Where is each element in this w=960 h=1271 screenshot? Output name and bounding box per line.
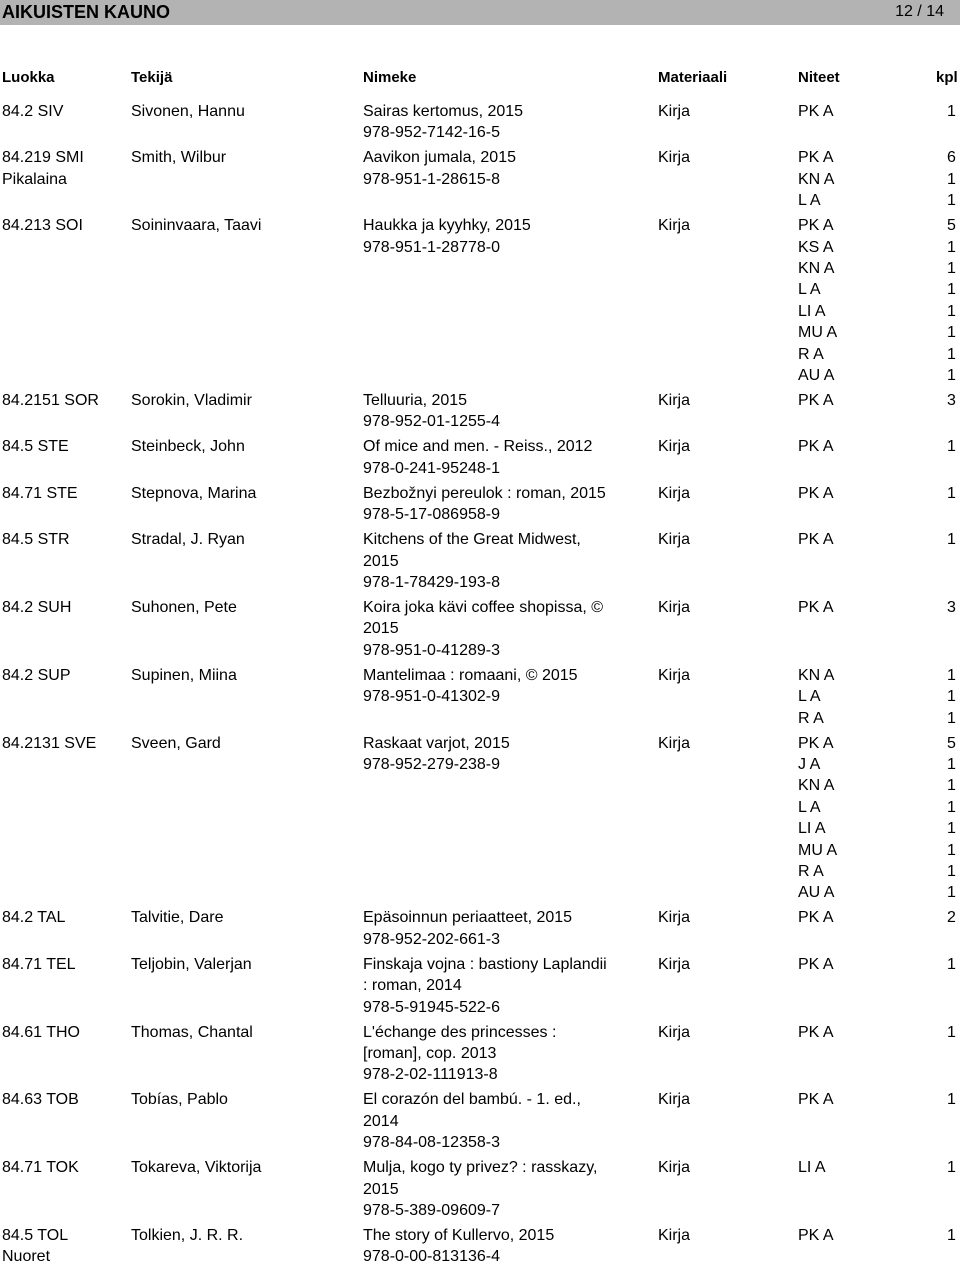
record-locations <box>798 390 834 411</box>
material-line: Kirja <box>658 484 691 502</box>
material-line: Kirja <box>658 1023 691 1041</box>
record-locations <box>798 215 837 386</box>
record-title <box>363 101 638 144</box>
record-row <box>0 147 960 215</box>
copies-line: 6 <box>947 149 956 167</box>
record-row <box>0 733 960 908</box>
record-author <box>131 954 252 975</box>
record-title <box>363 147 638 190</box>
column-header-class: Luokka <box>2 69 55 86</box>
title-line: El corazón del bambú. - 1. ed., <box>363 1091 581 1109</box>
class-line: 84.2131 SVE <box>2 734 97 752</box>
location-line: PK A <box>798 1091 834 1109</box>
record-material <box>658 733 690 754</box>
class-line: 84.2 SUH <box>2 598 72 616</box>
title-line: Mantelimaa : romaani, © 2015 <box>363 666 578 684</box>
class-line: 84.2 TAL <box>2 909 66 927</box>
record-material <box>658 1022 690 1043</box>
location-line: L A <box>798 192 821 210</box>
author-line: Supinen, Miina <box>131 666 237 684</box>
copies-line: 5 <box>947 217 956 235</box>
record-title <box>363 390 638 433</box>
class-line: Nuoret <box>2 1248 51 1266</box>
record-author <box>131 436 245 457</box>
title-line: 978-5-17-086958-9 <box>363 506 500 524</box>
record-copies <box>947 597 956 618</box>
author-line: Tobías, Pablo <box>131 1091 228 1109</box>
class-line: 84.2 SUP <box>2 666 71 684</box>
title-line: 978-84-08-12358-3 <box>363 1134 500 1152</box>
record-class <box>2 665 70 686</box>
record-title <box>363 436 638 479</box>
author-line: Suhonen, Pete <box>131 598 237 616</box>
author-line: Stepnova, Marina <box>131 484 257 502</box>
record-class <box>2 215 83 236</box>
location-line: PK A <box>798 734 834 752</box>
record-locations <box>798 665 834 729</box>
record-material <box>658 954 690 975</box>
class-line: 84.5 STE <box>2 438 69 456</box>
record-copies <box>947 907 956 928</box>
record-author <box>131 1157 261 1178</box>
copies-line: 1 <box>947 798 956 816</box>
copies-line: 1 <box>947 367 956 385</box>
record-author <box>131 101 245 122</box>
record-title <box>363 733 638 776</box>
title-line: Kitchens of the Great Midwest, <box>363 531 581 549</box>
copies-line: 1 <box>947 820 956 838</box>
record-class <box>2 954 76 975</box>
location-line: PK A <box>798 955 834 973</box>
record-author <box>131 1225 243 1246</box>
record-copies <box>947 483 956 504</box>
copies-line: 3 <box>947 598 956 616</box>
location-line: R A <box>798 709 824 727</box>
record-class <box>2 436 69 457</box>
record-copies <box>947 733 956 904</box>
title-line: 978-952-279-238-9 <box>363 755 500 773</box>
material-line: Kirja <box>658 1226 691 1244</box>
column-header-title: Nimeke <box>363 69 417 86</box>
record-copies <box>947 147 956 211</box>
record-class <box>2 1022 80 1043</box>
record-row <box>0 665 960 733</box>
record-class <box>2 483 78 504</box>
class-line: 84.63 TOB <box>2 1091 79 1109</box>
author-line: Stradal, J. Ryan <box>131 531 245 549</box>
copies-line: 1 <box>947 709 956 727</box>
copies-line: 1 <box>947 170 956 188</box>
column-header-locations: Niteet <box>798 69 840 86</box>
copies-line: 1 <box>947 324 956 342</box>
location-line: L A <box>798 798 821 816</box>
title-line: 978-951-0-41302-9 <box>363 688 500 706</box>
copies-line: 1 <box>947 302 956 320</box>
record-class <box>2 147 84 190</box>
class-line: 84.5 TOL <box>2 1226 69 1244</box>
class-line: 84.71 TOK <box>2 1159 79 1177</box>
location-line: PK A <box>798 391 834 409</box>
title-line: 2015 <box>363 552 399 570</box>
record-copies <box>947 101 956 122</box>
title-line: 978-1-78429-193-8 <box>363 573 500 591</box>
record-row <box>0 436 960 482</box>
record-copies <box>947 1157 956 1178</box>
title-line: Mulja, kogo ty privez? : rasskazy, <box>363 1159 598 1177</box>
record-material <box>658 147 690 168</box>
author-line: Steinbeck, John <box>131 438 245 456</box>
record-material <box>658 907 690 928</box>
page-number: 12 / 14 <box>895 3 944 20</box>
copies-line: 1 <box>947 1023 956 1041</box>
location-line: LI A <box>798 302 826 320</box>
title-line: Telluuria, 2015 <box>363 391 468 409</box>
author-line: Teljobin, Valerjan <box>131 955 252 973</box>
copies-line: 1 <box>947 103 956 120</box>
class-line: Pikalaina <box>2 170 67 188</box>
title-line: 2015 <box>363 620 399 638</box>
record-locations <box>798 1225 834 1246</box>
material-line: Kirja <box>658 103 691 120</box>
record-copies <box>947 954 956 975</box>
title-line: : roman, 2014 <box>363 977 462 995</box>
record-material <box>658 483 690 504</box>
location-line: PK A <box>798 438 834 456</box>
record-class <box>2 1225 68 1268</box>
location-line: R A <box>798 345 824 363</box>
material-line: Kirja <box>658 1091 691 1109</box>
location-line: PK A <box>798 103 834 120</box>
class-line: 84.2 SIV <box>2 103 64 120</box>
record-row <box>0 529 960 597</box>
class-line: 84.71 STE <box>2 484 78 502</box>
title-line: 978-0-00-813136-4 <box>363 1248 500 1266</box>
copies-line: 1 <box>947 1159 956 1177</box>
material-line: Kirja <box>658 734 691 752</box>
record-copies <box>947 1225 956 1246</box>
location-line: PK A <box>798 1226 834 1244</box>
record-copies <box>947 1022 956 1043</box>
record-locations <box>798 483 834 504</box>
record-class <box>2 529 70 550</box>
copies-line: 1 <box>947 192 956 210</box>
title-line: Koira joka kävi coffee shopissa, © <box>363 598 604 616</box>
class-line: 84.61 THO <box>2 1023 80 1041</box>
record-copies <box>947 529 956 550</box>
location-line: PK A <box>798 909 834 927</box>
copies-line: 1 <box>947 666 956 684</box>
record-locations <box>798 907 834 928</box>
author-line: Sivonen, Hannu <box>131 103 245 120</box>
author-line: Talvitie, Dare <box>131 909 224 927</box>
record-material <box>658 1225 690 1246</box>
title-line: 978-951-1-28615-8 <box>363 170 500 188</box>
copies-line: 1 <box>947 884 956 902</box>
location-line: PK A <box>798 217 834 235</box>
author-line: Tokareva, Viktorija <box>131 1159 262 1177</box>
record-locations <box>798 147 834 211</box>
class-line: 84.2151 SOR <box>2 391 99 409</box>
record-row <box>0 1089 960 1157</box>
record-material <box>658 665 690 686</box>
record-locations <box>798 101 834 122</box>
copies-line: 2 <box>947 909 956 927</box>
record-author <box>131 529 245 550</box>
title-line: 978-5-389-09609-7 <box>363 1201 500 1219</box>
location-line: MU A <box>798 841 838 859</box>
copies-line: 1 <box>947 755 956 773</box>
location-line: MU A <box>798 324 838 342</box>
material-line: Kirja <box>658 531 691 549</box>
record-title <box>363 954 638 1018</box>
title-line: 2015 <box>363 1180 399 1198</box>
record-author <box>131 215 261 236</box>
location-line: PK A <box>798 1023 834 1041</box>
location-line: J A <box>798 755 821 773</box>
title-line: Bezbožnyi pereulok : roman, 2015 <box>363 484 606 502</box>
title-line: Epäsoinnun periaatteet, 2015 <box>363 909 573 927</box>
record-copies <box>947 1089 956 1110</box>
copies-line: 1 <box>947 777 956 795</box>
record-material <box>658 101 690 122</box>
location-line: PK A <box>798 484 834 502</box>
title-line: Sairas kertomus, 2015 <box>363 103 524 120</box>
copies-line: 1 <box>947 862 956 880</box>
title-line: [roman], cop. 2013 <box>363 1044 497 1062</box>
record-locations <box>798 1089 834 1110</box>
class-line: 84.5 STR <box>2 531 70 549</box>
location-line: AU A <box>798 367 835 385</box>
title-line: L'échange des princesses : <box>363 1023 557 1041</box>
author-line: Smith, Wilbur <box>131 149 227 167</box>
title-line: 2014 <box>363 1112 399 1130</box>
document-title: AIKUISTEN KAUNO <box>2 2 171 22</box>
record-title <box>363 597 638 661</box>
record-material <box>658 1157 690 1178</box>
copies-line: 1 <box>947 345 956 363</box>
record-row <box>0 483 960 529</box>
location-line: L A <box>798 688 821 706</box>
title-line: 978-951-0-41289-3 <box>363 641 500 659</box>
location-line: KN A <box>798 170 835 188</box>
title-line: 978-952-202-661-3 <box>363 930 500 948</box>
record-locations <box>798 1022 834 1043</box>
author-line: Sveen, Gard <box>131 734 221 752</box>
material-line: Kirja <box>658 217 691 235</box>
copies-line: 1 <box>947 841 956 859</box>
copies-line: 1 <box>947 438 956 456</box>
record-locations <box>798 1157 826 1178</box>
record-copies <box>947 390 956 411</box>
record-locations <box>798 733 837 904</box>
author-line: Tolkien, J. R. R. <box>131 1226 244 1244</box>
record-row <box>0 1225 960 1271</box>
location-line: KN A <box>798 777 835 795</box>
author-line: Thomas, Chantal <box>131 1023 253 1041</box>
header-bar <box>0 0 960 25</box>
author-line: Sorokin, Vladimir <box>131 391 252 409</box>
record-author <box>131 733 221 754</box>
material-line: Kirja <box>658 1159 691 1177</box>
record-author <box>131 1089 228 1110</box>
record-row <box>0 597 960 665</box>
location-line: R A <box>798 862 824 880</box>
record-title <box>363 1089 638 1153</box>
material-line: Kirja <box>658 149 691 167</box>
copies-line: 1 <box>947 1226 956 1244</box>
location-line: LI A <box>798 820 826 838</box>
record-title <box>363 665 638 708</box>
copies-line: 1 <box>947 281 956 299</box>
title-line: Raskaat varjot, 2015 <box>363 734 510 752</box>
material-line: Kirja <box>658 666 691 684</box>
title-line: 978-952-01-1255-4 <box>363 413 500 431</box>
record-class <box>2 907 65 928</box>
copies-line: 1 <box>947 955 956 973</box>
copies-line: 1 <box>947 688 956 706</box>
location-line: L A <box>798 281 821 299</box>
title-line: Aavikon jumala, 2015 <box>363 149 516 167</box>
copies-line: 3 <box>947 391 956 409</box>
record-title <box>363 483 638 526</box>
record-row <box>0 390 960 436</box>
record-class <box>2 1157 79 1178</box>
location-line: LI A <box>798 1159 826 1177</box>
record-copies <box>947 436 956 457</box>
copies-line: 1 <box>947 531 956 549</box>
record-class <box>2 101 63 122</box>
title-line: Of mice and men. - Reiss., 2012 <box>363 438 593 456</box>
record-row <box>0 907 960 953</box>
record-locations <box>798 954 834 975</box>
location-line: KN A <box>798 666 835 684</box>
record-row <box>0 1022 960 1090</box>
record-title <box>363 1157 638 1221</box>
record-author <box>131 1022 253 1043</box>
copies-line: 1 <box>947 1091 956 1109</box>
record-material <box>658 215 690 236</box>
record-class <box>2 733 96 754</box>
material-line: Kirja <box>658 909 691 927</box>
author-line: Soininvaara, Taavi <box>131 217 262 235</box>
record-author <box>131 597 237 618</box>
record-title <box>363 1225 638 1268</box>
record-class <box>2 597 71 618</box>
record-title <box>363 907 638 950</box>
record-title <box>363 1022 638 1086</box>
record-material <box>658 1089 690 1110</box>
record-row <box>0 954 960 1022</box>
column-header-material: Materiaali <box>658 69 728 86</box>
record-row <box>0 215 960 390</box>
record-row <box>0 1157 960 1225</box>
location-line: PK A <box>798 149 834 167</box>
record-locations <box>798 597 834 618</box>
class-line: 84.213 SOI <box>2 217 83 235</box>
location-line: KS A <box>798 238 834 256</box>
location-line: AU A <box>798 884 835 902</box>
record-title <box>363 215 638 258</box>
class-line: 84.219 SMI <box>2 149 84 167</box>
material-line: Kirja <box>658 391 691 409</box>
title-line: 978-5-91945-522-6 <box>363 998 500 1016</box>
record-author <box>131 665 237 686</box>
record-author <box>131 147 226 168</box>
record-class <box>2 1089 79 1110</box>
title-line: 978-2-02-111913-8 <box>363 1066 498 1084</box>
record-material <box>658 390 690 411</box>
material-line: Kirja <box>658 598 691 616</box>
copies-line: 1 <box>947 260 956 277</box>
record-row <box>0 101 960 147</box>
record-copies <box>947 665 956 729</box>
title-line: 978-952-7142-16-5 <box>363 124 500 142</box>
record-material <box>658 597 690 618</box>
copies-line: 1 <box>947 484 956 502</box>
record-class <box>2 390 99 411</box>
record-material <box>658 529 690 550</box>
copies-line: 5 <box>947 734 956 752</box>
location-line: KN A <box>798 260 835 277</box>
class-line: 84.71 TEL <box>2 955 76 973</box>
record-material <box>658 436 690 457</box>
title-line: Haukka ja kyyhky, 2015 <box>363 217 531 235</box>
title-line: Finskaja vojna : bastiony Laplandii <box>363 955 607 973</box>
record-locations <box>798 436 834 457</box>
title-line: 978-951-1-28778-0 <box>363 238 500 256</box>
title-line: 978-0-241-95248-1 <box>363 459 500 477</box>
material-line: Kirja <box>658 438 691 456</box>
record-title <box>363 529 638 593</box>
record-locations <box>798 529 834 550</box>
location-line: PK A <box>798 598 834 616</box>
material-line: Kirja <box>658 955 691 973</box>
record-author <box>131 907 223 928</box>
record-author <box>131 483 256 504</box>
location-line: PK A <box>798 531 834 549</box>
record-copies <box>947 215 956 386</box>
record-list <box>0 101 960 1271</box>
copies-line: 1 <box>947 238 956 256</box>
record-author <box>131 390 252 411</box>
title-line: The story of Kullervo, 2015 <box>363 1226 555 1244</box>
column-header-author: Tekijä <box>131 69 173 86</box>
column-header-copies: kpl <box>936 69 958 86</box>
